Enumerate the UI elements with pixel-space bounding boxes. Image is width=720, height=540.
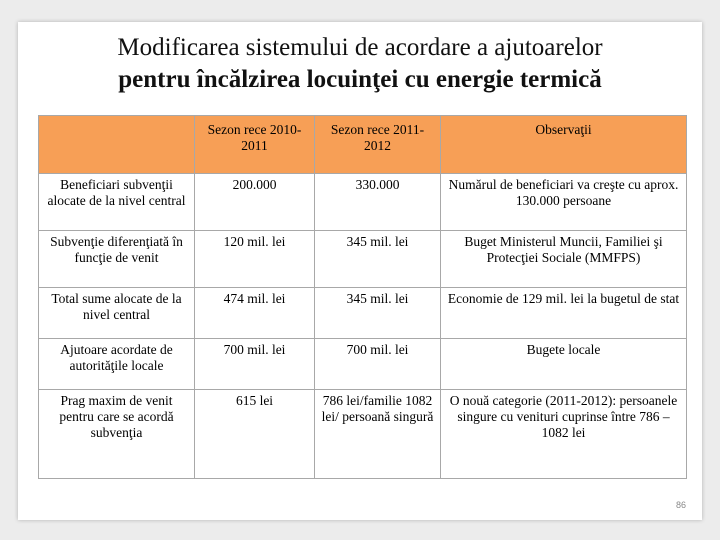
table-header-row <box>39 116 687 174</box>
header-cell-observations: Observaţii <box>441 116 687 174</box>
table-row <box>39 288 687 339</box>
cell-2010: 615 lei <box>195 390 315 479</box>
page-number: 86 <box>675 500 686 510</box>
cell-observation: Economie de 129 mil. lei la bugetul de stat <box>441 288 687 339</box>
cell-2010: 474 mil. lei <box>195 288 315 339</box>
cell-observation: Bugete locale <box>441 339 687 390</box>
cell-2010: 200.000 <box>195 174 315 231</box>
cell-2011: 700 mil. lei <box>315 339 441 390</box>
cell-observation: Numărul de beneficiari va creşte cu aprox. 130.000 persoane <box>441 174 687 231</box>
subsidy-table <box>38 115 687 479</box>
table-row <box>39 174 687 231</box>
header-cell-empty <box>39 116 195 174</box>
row-label: Prag maxim de venit pentru care se acordă subvenţia <box>39 390 195 479</box>
cell-2011: 330.000 <box>315 174 441 231</box>
row-label: Subvenţie diferenţiată în funcţie de venit <box>39 231 195 288</box>
table-row <box>39 390 687 479</box>
table-row <box>39 231 687 288</box>
header-cell-season-2010: Sezon rece 2010-2011 <box>195 116 315 174</box>
slide-title <box>18 32 702 96</box>
row-label: Total sume alocate de la nivel central <box>39 288 195 339</box>
cell-observation: Buget Ministerul Muncii, Familiei şi Protecţiei Sociale (MMFPS) <box>441 231 687 288</box>
cell-observation: O nouă categorie (2011-2012): persoanele singure cu venituri cuprinse între 786 – 1082 lei <box>441 390 687 479</box>
cell-2011: 786 lei/familie 1082 lei/ persoană singură <box>315 390 441 479</box>
cell-2010: 120 mil. lei <box>195 231 315 288</box>
title-line-1: Modificarea sistemului de acordare a ajutoarelor <box>117 34 603 61</box>
slide <box>18 22 702 520</box>
title-line-2: pentru încălzirea locuinţei cu energie termică <box>118 66 602 93</box>
cell-2011: 345 mil. lei <box>315 288 441 339</box>
table-row <box>39 339 687 390</box>
cell-2010: 700 mil. lei <box>195 339 315 390</box>
cell-2011: 345 mil. lei <box>315 231 441 288</box>
row-label: Beneficiari subvenţii alocate de la nivel central <box>39 174 195 231</box>
row-label: Ajutoare acordate de autorităţile locale <box>39 339 195 390</box>
header-cell-season-2011: Sezon rece 2011-2012 <box>315 116 441 174</box>
